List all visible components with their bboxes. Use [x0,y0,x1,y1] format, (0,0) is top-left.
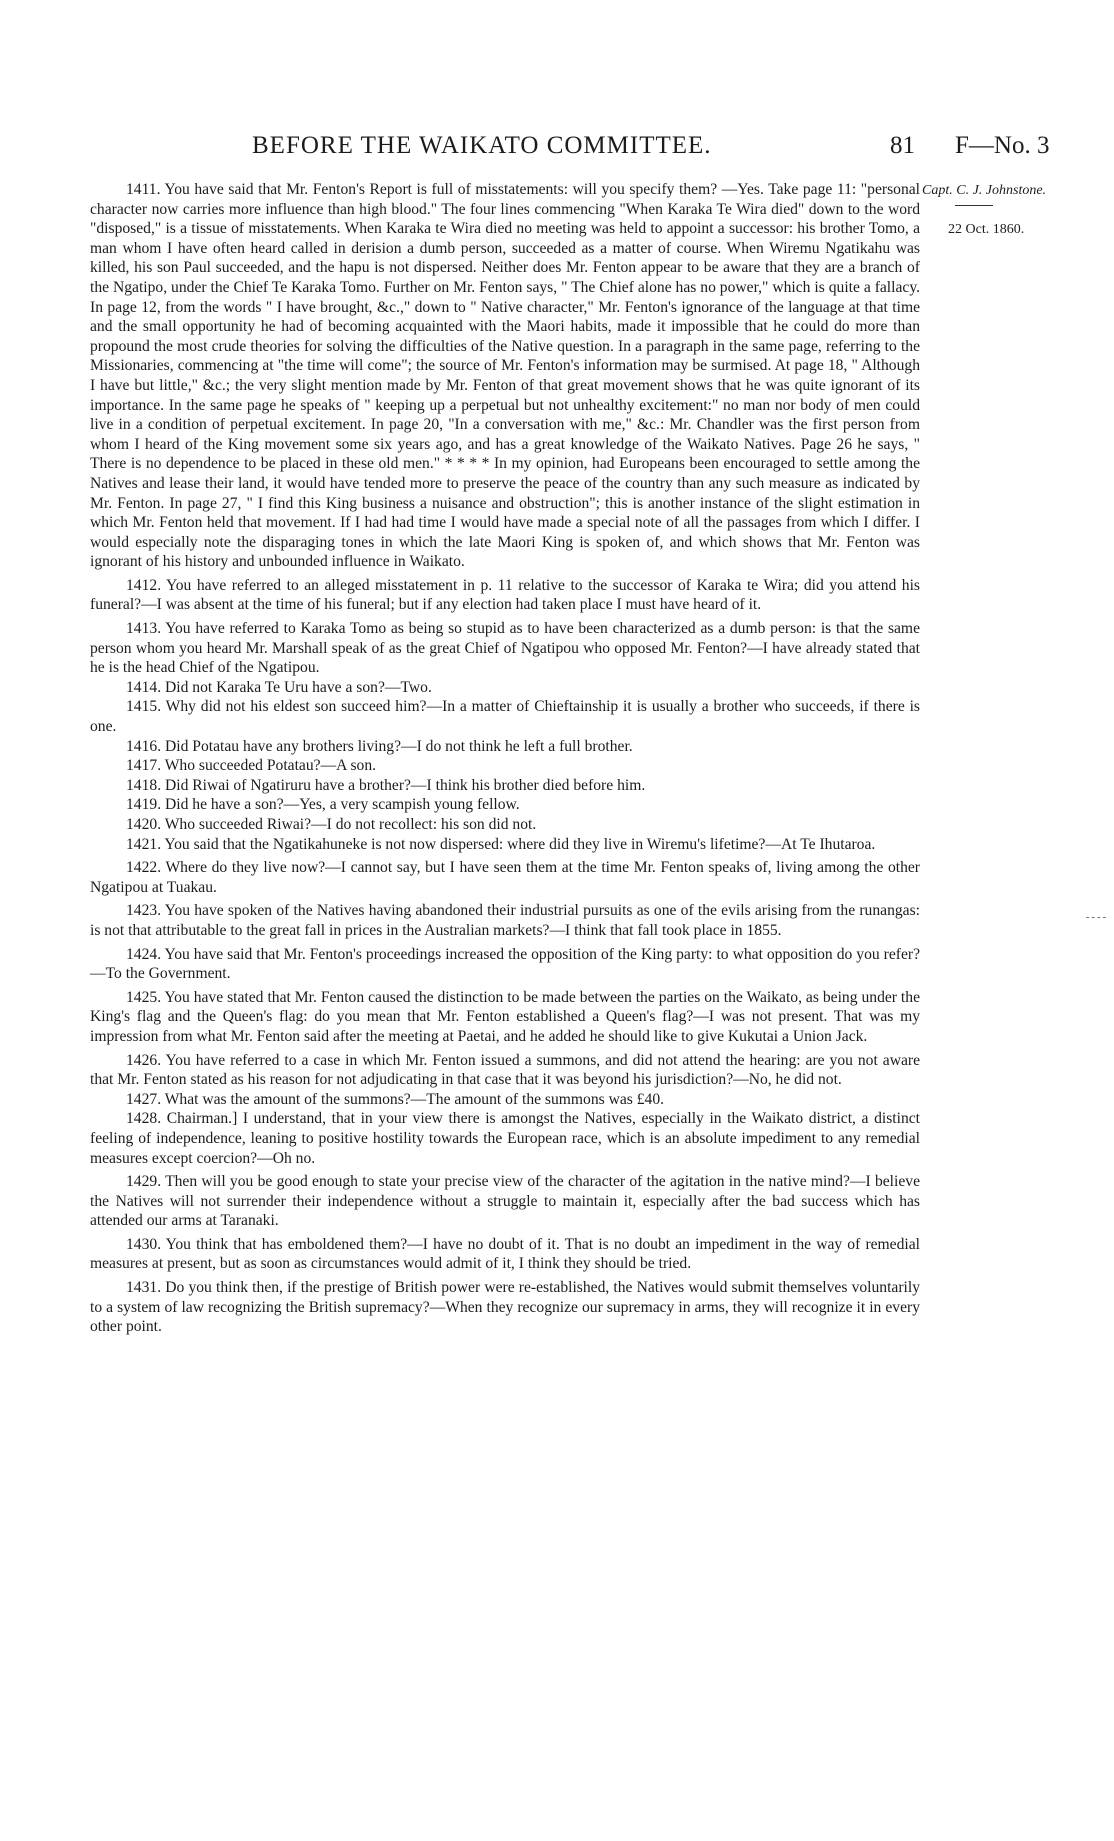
paragraph-1428: 1428. Chairman.] I understand, that in your view there is amongst the Natives, especially in the Waikato district, a distinct feeling of independence, leaning to positive hostility towards the European race, which is an absolute impediment to any remedial measures except coercion?—Oh no. [90,1110,920,1167]
margin-rule [955,205,993,206]
paragraph-1417: 1417. Who succeeded Potatau?—A son. [126,757,377,775]
paragraph-1427: 1427. What was the amount of the summons?—The amount of the summons was £40. [126,1090,665,1108]
paragraph-1420: 1420. Who succeeded Riwai?—I do not recollect: his son did not. [126,816,537,833]
paragraph-1430: 1430. You think that has emboldened them?—I have no doubt of it. That is no doubt an impediment in the way of remedial measures at present, but as soon as circumstances would admit of it, I think they should be tried. [90,1235,920,1273]
paragraph-1425: 1425. You have stated that Mr. Fenton caused the distinction to be made between the parties on the Waikato, as being under the King's flag and the Queen's flag: do you mean that Mr. Fenton established a Queen's flag?—I was not present. That was my impression from what Mr. Fenton said after the meeting at Paetai, and he added he should like to give Kukutai a Union Jack. [90,988,920,1045]
paragraph-1419: 1419. Did he have a son?—Yes, a very scampish young fellow. [126,796,520,814]
margin-date: 22 Oct. 1860. [948,222,1025,237]
paragraph-1418: 1418. Did Riwai of Ngatiruru have a brother?—I think his brother died before him. [126,776,646,794]
paragraph-1416: 1416. Did Potatau have any brothers living?—I do not think he left a full brother. [126,737,633,755]
margin-witness-name: Capt. C. J. Johnstone. [922,183,1047,198]
paragraph-1421: 1421. You said that the Ngatikahuneke is not now dispersed: where did they live in Wiremu's lifetime?—At Te Ihutaroa. [126,835,876,853]
paragraph-1415: 1415. Why did not his eldest son succeed him?—In a matter of Chieftainship it is usually a brother who succeeds, if there is one. [90,698,920,736]
paragraph-1412: 1412. You have referred to an alleged misstatement in p. 11 relative to the successor of Karaka te Wira; did you attend his funeral?—I was absent at the time of his funeral; but if any election had taken place I must have heard of it. [90,576,920,614]
paragraph-1424: 1424. You have said that Mr. Fenton's proceedings increased the opposition of the King party: to what opposition do you refer?—To the Government. [90,945,920,983]
page-title: BEFORE THE WAIKATO COMMITTEE. [252,132,712,159]
paragraph-1411: 1411. You have said that Mr. Fenton's Report is full of misstatements: will you specify them? —Yes. Take page 11: "personal character now carries more influence than high blood." The four lines commencing "When Karaka Te Wira died" down to the word "disposed," is a tissue of misstatements. When Karaka te Wira died no meeting was held to appoint a successor: his brother Tomo, a man whom I have often heard called in derision a dumb person, succeeded as a matter of course. When Wiremu Ngatikahu was killed, his son Paul succeeded, and the hapu is not dispersed. Neither does Mr. Fenton appear to be aware that they are a branch of the Ngatipo, under the Chief Te Karaka Tomo. Further on Mr. Fenton says, " The Chief alone has no power," which is quite a fallacy. In page 12, from the words " I have brought, &c.," down to " Native character," Mr. Fenton's ignorance of the language at that time and the small opportunity he had of becoming acquainted with the Maori habits, made it impossible that he could do more than propound the most crude theories for solving the difficulties of the Native question. In a paragraph in the same page, referring to the Missionaries, commencing at "the time will come"; the source of Mr. Fenton's information may be surmised. At page 18, " Although I have but little," &c.; the very slight mention made by Mr. Fenton of that great movement shows that he was quite ignorant of its importance. In the same page he speaks of " keeping up a perpetual but not unhealthy excitement:" no man nor body of men could live in a condition of perpetual excitement. In page 20, "In a conversation with me," &c.: Mr. Chandler was the first person from whom I heard of the King movement some six years ago, and has a great knowledge of the Waikato Natives. Page 26 he says, " There is no dependence to be placed in these old men." * * * * In my opinion, had Europeans been encouraged to settle among the Natives and lease their land, it would have tended more to preserve the peace of the country than any such measure as indicated by Mr. Fenton. In page 27, " I find this King business a nuisance and obstruction"; this is another instance of the slight estimation in which Mr. Fenton held that movement. If I had had time I would have made a special note of all the passages from which I differ. I would especially note the disparaging tones in which the late Maori King is spoken of, and which shows that Mr. Fenton was ignorant of his history and unbounded influence in Waikato. [90,181,920,571]
paragraph-1414: 1414. Did not Karaka Te Uru have a son?—Two. [126,678,432,696]
page-number: 81 [890,132,915,159]
testimony-body [90,180,920,1337]
paragraph-1431: 1431. Do you think then, if the prestige of British power were re-established, the Natives would submit themselves voluntarily to a system of law recognizing the British supremacy?—When they recognize our supremacy in arms, they will recognize it in every other point. [90,1279,920,1336]
page-header [0,132,1114,168]
document-reference: F—No. 3 [955,132,1050,159]
paragraph-1422: 1422. Where do they live now?—I cannot say, but I have seen them at the time Mr. Fenton speaks of, living among the other Ngatipou at Tuakau. [90,859,920,896]
paragraph-1423: 1423. You have spoken of the Natives having abandoned their industrial pursuits as one of the evils arising from the runangas: is not that attributable to the great fall in prices in the Australian markets?—I think that fall took place in 1855. [90,902,920,939]
scan-artifact [1086,917,1106,918]
paragraph-1413: 1413. You have referred to Karaka Tomo as being so stupid as to have been characterized as a dumb person: is that the same person whom you heard Mr. Marshall speak of as the great Chief of Ngatipou who opposed Mr. Fenton?—I have already stated that he is the head Chief of the Ngatipou. [90,620,920,677]
paragraph-1426: 1426. You have referred to a case in which Mr. Fenton issued a summons, and did not attend the hearing: are you not aware that Mr. Fenton stated as his reason for not adjudicating in that case that it was beyond his jurisdiction?—No, he did not. [90,1051,920,1089]
paragraph-1429: 1429. Then will you be good enough to state your precise view of the character of the agitation in the native mind?—I believe the Natives will not surrender their independence without a struggle to maintain it, especially after the bad success which has attended our arms at Taranaki. [90,1173,920,1230]
